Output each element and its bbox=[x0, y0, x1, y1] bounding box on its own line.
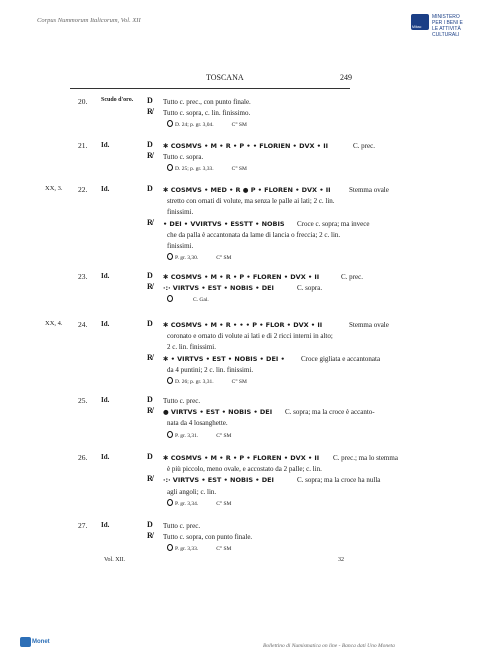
side-reverse-marker: R̸ bbox=[147, 531, 153, 541]
coin-legend: ● VIRTVS • EST • NOBIS • DEI bbox=[163, 408, 273, 417]
entry-number: 23. bbox=[78, 272, 88, 281]
ministry-logo bbox=[411, 14, 429, 30]
collection-mark: C° SM bbox=[216, 500, 232, 507]
collection-mark: C° SM bbox=[231, 166, 247, 173]
description-line: finissimi. bbox=[167, 208, 194, 217]
coin-legend: ✱ • VIRTVS • EST • NOBIS • DEI • bbox=[163, 354, 285, 363]
reference-row bbox=[167, 544, 231, 552]
side-obverse-marker: D bbox=[147, 395, 153, 404]
coin-legend: ✱ COSMVS • M • R • P • FLOREN • DVX • II bbox=[163, 454, 320, 462]
plate-reference: XX, 3. bbox=[45, 185, 63, 192]
description-line: 2 c. lin. finissimi. bbox=[167, 343, 216, 352]
entry-number: 25. bbox=[78, 396, 88, 405]
side-obverse-marker: D bbox=[147, 319, 153, 328]
coin-legend: ✱ COSMVS • M • R • • • P • FLOR • DVX • II bbox=[163, 321, 323, 329]
coin-legend: ·:· VIRTVS • EST • NOBIS • DEI bbox=[163, 284, 274, 293]
weight-symbol bbox=[167, 164, 173, 171]
entry-number: 24. bbox=[78, 320, 88, 329]
side-obverse-marker: D bbox=[147, 271, 153, 280]
description-line: Tutto c. prec. bbox=[163, 522, 201, 530]
reference-text: D. 24; p. gr. 3,04. bbox=[175, 122, 214, 129]
signature-number: 32 bbox=[338, 557, 344, 563]
side-reverse-marker: R̸ bbox=[147, 217, 153, 227]
description-line: finissimi. bbox=[167, 242, 194, 250]
ministry-line: PER I BENI E bbox=[432, 20, 463, 26]
reference-row bbox=[167, 431, 231, 439]
reference-text: D. 25; p. gr. 3,33. bbox=[175, 166, 214, 173]
legend-description: C. sopra; ma la croce è accanto- bbox=[285, 408, 375, 417]
header-rule bbox=[70, 88, 350, 89]
legend-description: Croce c. sopra; ma invece bbox=[297, 219, 370, 228]
side-obverse-marker: D bbox=[147, 140, 153, 149]
entry-denomination: Id. bbox=[101, 141, 110, 149]
legend-description: C. prec.; ma lo stemma bbox=[333, 454, 398, 462]
weight-symbol bbox=[167, 120, 173, 127]
description-line: Tutto c. sopra, c. lin. finissimo. bbox=[163, 109, 251, 118]
moneta-logo-mark bbox=[20, 637, 31, 647]
side-reverse-marker: R̸ bbox=[147, 406, 153, 416]
legend-description: C. sopra; ma la croce ha nulla bbox=[297, 476, 381, 485]
ministry-line: LE ATTIVITÀ bbox=[432, 26, 461, 32]
description-line: agli angoli; c. lin. bbox=[167, 487, 217, 496]
legend-description: Croce gigliata e accantonata bbox=[301, 354, 381, 363]
entry-denomination: Id. bbox=[101, 396, 110, 404]
coin-legend: ✱ COSMVS • M • R • P • • FLORIEN • DVX • II bbox=[163, 142, 329, 150]
side-obverse-marker: D bbox=[147, 184, 153, 193]
entry-denomination: Id. bbox=[101, 320, 110, 328]
side-reverse-marker: R̸ bbox=[147, 474, 153, 484]
reference-row bbox=[167, 164, 247, 172]
description-line: Tutto c. prec., con punto finale. bbox=[163, 98, 251, 106]
page-number: 249 bbox=[340, 73, 352, 82]
coin-legend: ✱ COSMVS • MED • R ● P • FLOREN • DVX • II bbox=[163, 186, 331, 194]
ministry-name bbox=[432, 14, 463, 38]
moneta-logo bbox=[20, 637, 50, 649]
side-obverse-marker: D bbox=[147, 520, 153, 529]
description-line: coronato e ornato di volute ai lati e di 2 ricci interni in alto; bbox=[167, 332, 333, 341]
plate-reference: XX, 4. bbox=[45, 320, 63, 327]
description-line: Tutto c. sopra. bbox=[163, 153, 204, 162]
ministry-logo-label: Mibac bbox=[412, 25, 422, 29]
reference-row bbox=[167, 295, 209, 303]
entry-number: 26. bbox=[78, 453, 88, 462]
section-title: TOSCANA bbox=[206, 73, 244, 82]
collection-mark: C° SM bbox=[216, 255, 232, 262]
reference-row bbox=[167, 253, 231, 261]
reference-row bbox=[167, 377, 247, 385]
description-line: stretto con ornati di volute, ma senza le palle ai lati; 2 c. lin. bbox=[167, 197, 335, 206]
reference-row bbox=[167, 499, 231, 507]
entry-number: 27. bbox=[78, 521, 88, 530]
legend-description: C. prec. bbox=[353, 142, 375, 150]
ministry-line: CULTURALI bbox=[432, 32, 460, 38]
weight-symbol bbox=[167, 544, 173, 551]
series-title: Corpus Nummorum Italicorum, Vol. XII bbox=[37, 17, 141, 24]
weight-symbol bbox=[167, 499, 173, 506]
legend-description: Stemma ovale bbox=[349, 186, 389, 194]
description-line: Tutto c. sopra, con punto finale. bbox=[163, 533, 253, 542]
weight-symbol bbox=[167, 253, 173, 260]
side-reverse-marker: R̸ bbox=[147, 352, 153, 362]
coin-legend: • DEI • VVIRTVS • ESSTT • NOBIS bbox=[163, 219, 285, 228]
entry-denomination: Id. bbox=[101, 272, 110, 280]
weight-symbol bbox=[167, 431, 173, 438]
reference-row bbox=[167, 120, 247, 128]
legend-description: C. prec. bbox=[341, 273, 363, 281]
collection-mark: C° SM bbox=[216, 546, 232, 553]
reference-text: P. gr. 3,31. bbox=[175, 432, 199, 439]
entry-denomination: Id. bbox=[101, 185, 110, 193]
coin-legend: ·:· VIRTVS • EST • NOBIS • DEI bbox=[163, 476, 274, 485]
entry-number: 22. bbox=[78, 185, 88, 194]
description-line: è più piccolo, meno ovale, e accostato da 2 palle; c. lin. bbox=[167, 465, 322, 474]
description-line: che da palla è accantonata da lame di lancia o freccia; 2 c. lin. bbox=[167, 230, 341, 239]
entry-number: 20. bbox=[78, 97, 88, 106]
weight-symbol bbox=[167, 295, 173, 302]
volume-label: Vol. XII. bbox=[104, 557, 126, 563]
footer-credit: Bollettino di Numismatica on line - Banca dati Uno Moneta bbox=[263, 643, 395, 649]
entry-denomination: Id. bbox=[101, 521, 110, 529]
reference-text: P. gr. 3,33. bbox=[175, 546, 199, 553]
collection-mark: C° SM bbox=[231, 122, 247, 129]
ministry-line: MINISTERO bbox=[432, 14, 460, 20]
side-reverse-marker: R̸ bbox=[147, 107, 153, 117]
collection-mark: C° SM bbox=[216, 432, 232, 439]
reference-text: D. 26; p. gr. 3,31. bbox=[175, 379, 214, 385]
entry-number: 21. bbox=[78, 141, 88, 150]
side-reverse-marker: R̸ bbox=[147, 151, 153, 161]
side-obverse-marker: D bbox=[147, 452, 153, 461]
entry-denomination: Id. bbox=[101, 453, 110, 461]
collection-mark: C° SM bbox=[231, 379, 247, 385]
moneta-logo-text: Monet bbox=[32, 639, 50, 645]
legend-description: C. sopra. bbox=[297, 284, 323, 293]
entry-denomination: Scudo d'oro. bbox=[101, 97, 134, 103]
coin-legend: ✱ COSMVS • M • R • P • FLOREN • DVX • II bbox=[163, 273, 320, 281]
collection-mark: C. Gal. bbox=[193, 297, 209, 304]
reference-text: P. gr. 3,34. bbox=[175, 500, 199, 507]
description-line: da 4 puntini; 2 c. lin. finissimi. bbox=[167, 365, 254, 374]
side-obverse-marker: D bbox=[147, 96, 153, 105]
legend-description: Stemma ovale bbox=[349, 321, 389, 329]
description-line: nata da 4 losanghette. bbox=[167, 419, 228, 428]
side-reverse-marker: R̸ bbox=[147, 282, 153, 292]
weight-symbol bbox=[167, 377, 173, 384]
description-line: Tutto c. prec. bbox=[163, 397, 201, 405]
reference-text: P. gr. 3,30. bbox=[175, 255, 199, 262]
